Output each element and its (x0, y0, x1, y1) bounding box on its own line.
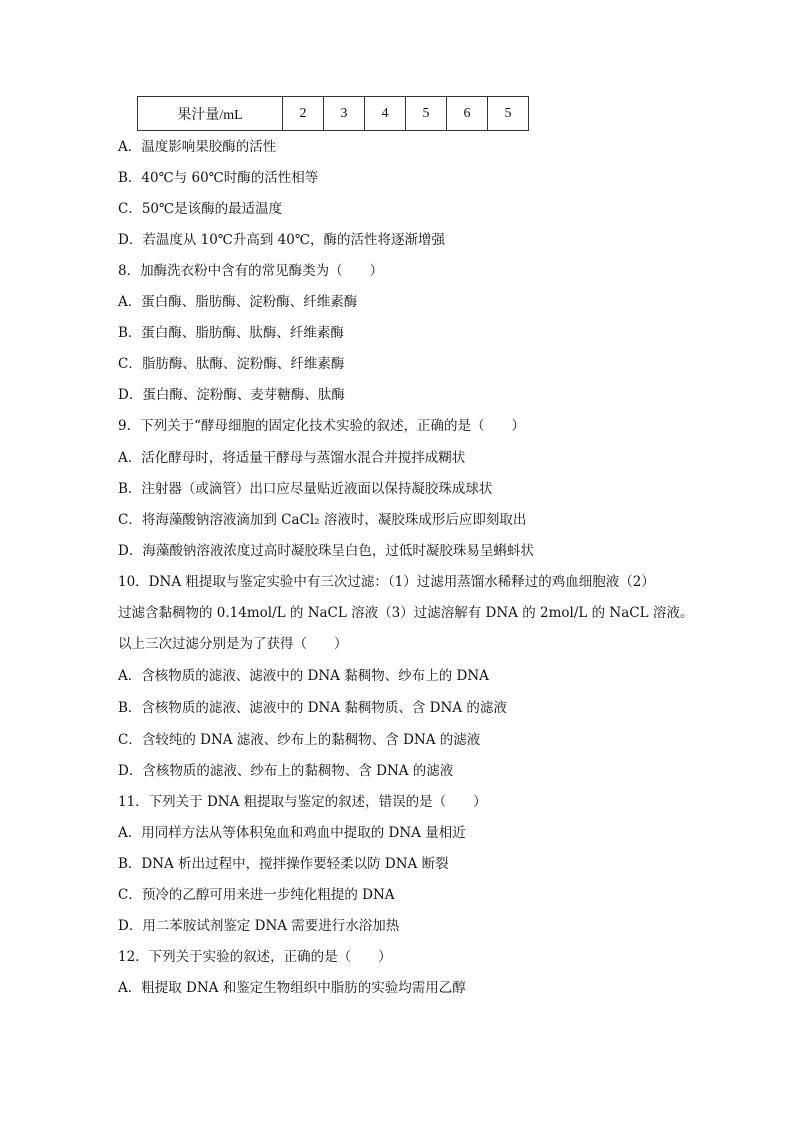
table-cell: 5 (488, 97, 529, 131)
option-line: A．蛋白酶、脂肪酶、淀粉酶、纤维素酶 (118, 294, 358, 310)
option-line: A．含核物质的滤液、滤液中的 DNA 黏稠物、纱布上的 DNA (118, 668, 489, 684)
question-line: 8．加酶洗衣粉中含有的常见酶类为（ ） (118, 263, 384, 279)
table-cell: 5 (406, 97, 447, 131)
option-line: C．脂肪酶、肽酶、淀粉酶、纤维素酶 (118, 356, 345, 372)
option-line: C．预冷的乙醇可用来进一步纯化粗提的 DNA (118, 887, 395, 903)
option-line: A．温度影响果胶酶的活性 (118, 139, 277, 155)
option-line: D．含核物质的滤液、纱布上的黏稠物、含 DNA 的滤液 (118, 763, 454, 779)
table-header-cell: 果汁量/mL (138, 97, 283, 131)
question-line: 9．下列关于“酵母细胞的固定化技术实验的叙述，正确的是（ ） (118, 418, 525, 434)
option-line: B．含核物质的滤液、滤液中的 DNA 黏稠物质、含 DNA 的滤液 (118, 700, 507, 716)
option-line: B．注射器（或滴管）出口应尽量贴近液面以保持凝胶珠成球状 (118, 481, 493, 497)
option-line: C．含较纯的 DNA 滤液、纱布上的黏稠物、含 DNA 的滤液 (118, 732, 481, 748)
option-line: A．粗提取 DNA 和鉴定生物组织中脂肪的实验均需用乙醇 (118, 980, 466, 996)
question-line: 以上三次过滤分别是为了获得（ ） (118, 636, 348, 652)
option-line: D．若温度从 10℃升高到 40℃，酶的活性将逐渐增强 (118, 232, 445, 248)
option-line: B．DNA 析出过程中，搅拌操作要轻柔以防 DNA 断裂 (118, 856, 449, 872)
option-line: B．40℃与 60℃时酶的活性相等 (118, 170, 319, 186)
option-line: D．用二苯胺试剂鉴定 DNA 需要进行水浴加热 (118, 918, 400, 934)
option-line: C．将海藻酸钠溶液滴加到 CaCl₂ 溶液时，凝胶珠成形后应即刻取出 (118, 512, 527, 528)
table-cell: 6 (447, 97, 488, 131)
question-line: 过滤含黏稠物的 0.14mol/L 的 NaCL 溶液（3）过滤溶解有 DNA 的 2mol/L 的 NaCL 溶液。 (118, 605, 694, 621)
table-cell: 4 (365, 97, 406, 131)
option-line: D．蛋白酶、淀粉酶、麦芽糖酶、肽酶 (118, 387, 345, 403)
option-line: A．用同样方法从等体积兔血和鸡血中提取的 DNA 量相近 (118, 825, 466, 841)
question-line: 10．DNA 粗提取与鉴定实验中有三次过滤：（1）过滤用蒸馏水稀释过的鸡血细胞液（2） (118, 574, 655, 590)
table-cell: 2 (283, 97, 324, 131)
table-row (138, 97, 529, 131)
question-line: 11．下列关于 DNA 粗提取与鉴定的叙述，错误的是（ ） (118, 794, 487, 810)
table-cell: 3 (324, 97, 365, 131)
option-line: A．活化酵母时，将适量干酵母与蒸馏水混合并搅拌成糊状 (118, 450, 466, 466)
juice-volume-table (137, 96, 529, 131)
option-line: B．蛋白酶、脂肪酶、肽酶、纤维素酶 (118, 325, 344, 341)
option-line: D．海藻酸钠溶液浓度过高时凝胶珠呈白色，过低时凝胶珠易呈蝌蚪状 (118, 543, 534, 559)
question-line: 12．下列关于实验的叙述，正确的是（ ） (118, 949, 392, 965)
option-line: C．50℃是该酶的最适温度 (118, 201, 283, 217)
